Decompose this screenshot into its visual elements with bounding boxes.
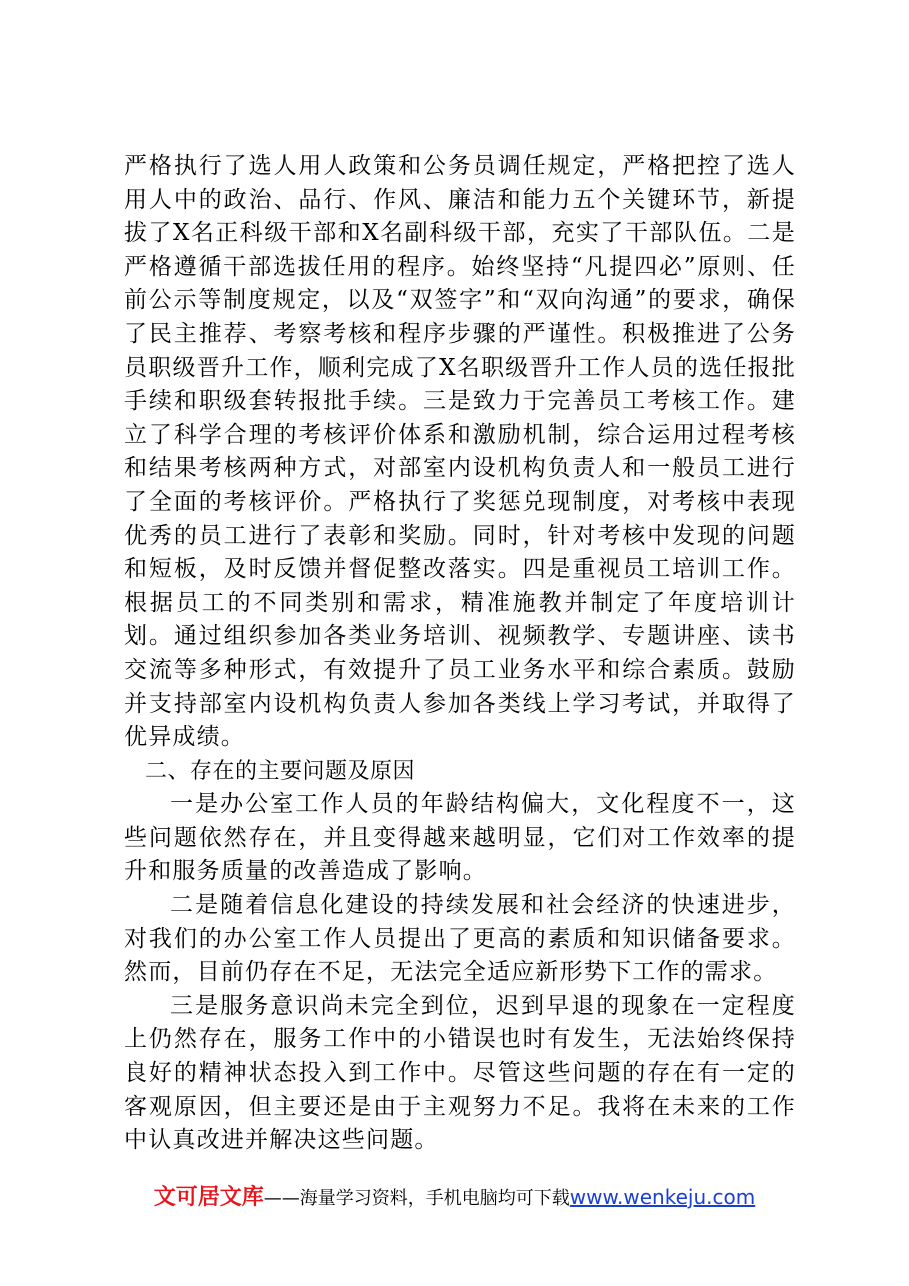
footer-website-link[interactable]: www.wenkeju.com	[569, 1185, 756, 1209]
footer-banner	[0, 1180, 909, 1211]
document-body	[124, 150, 796, 1158]
section-heading: 二、存在的主要问题及原因	[145, 758, 416, 784]
footer-tagline: ——海量学习资料，手机电脑均可下载	[263, 1188, 570, 1209]
body-paragraph: 严格执行了选人用人政策和公务员调任规定，严格把控了选人用人中的政治、品行、作风、廉洁和能力五个关键环节，新提拔了X名正科级干部和X名副科级干部，充实了干部队伍。二是严格遵循干部选拔任用的程序。始终坚持“凡提四必”原则、任前公示等制度规定，以及“双签字”和“双向沟通”的要求，确保了民主推荐、考察考核和程序步骤的严谨性。积极推进了公务员职级晋升工作，顺利完成了X名职级晋升工作人员的选任报批手续和职级套转报批手续。三是致力于完善员工考核工作。建立了科学合理的考核评价体系和激励机制，综合运用过程考核和结果考核两种方式，对部室内设机构负责人和一般员工进行了全面的考核评价。严格执行了奖惩兑现制度，对考核中表现优秀的员工进行了表彰和奖励。同时，针对考核中发现的问题和短板，及时反馈并督促整改落实。四是重视员工培训工作。根据员工的不同类别和需求，精准施教并制定了年度培训计划。通过组织参加各类业务培训、视频教学、专题讲座、读书交流等多种形式，有效提升了员工业务水平和综合素质。鼓励并支持部室内设机构负责人参加各类线上学习考试，并取得了优异成绩。	[124, 153, 796, 751]
footer-brand: 文可居文库	[153, 1185, 264, 1210]
body-paragraph: 二是随着信息化建设的持续发展和社会经济的快速进步，对我们的办公室工作人员提出了更高的素质和知识储备要求。然而，目前仍存在不足，无法完全适应新形势下工作的需求。	[124, 892, 796, 986]
body-paragraph: 一是办公室工作人员的年龄结构偏大，文化程度不一，这些问题依然存在，并且变得越来越明显，它们对工作效率的提升和服务质量的改善造成了影响。	[124, 791, 796, 885]
body-paragraph: 三是服务意识尚未完全到位，迟到早退的现象在一定程度上仍然存在，服务工作中的小错误也时有发生，无法始终保持良好的精神状态投入到工作中。尽管这些问题的存在有一定的客观原因，但主要还是由于主观努力不足。我将在未来的工作中认真改进并解决这些问题。	[124, 992, 796, 1154]
